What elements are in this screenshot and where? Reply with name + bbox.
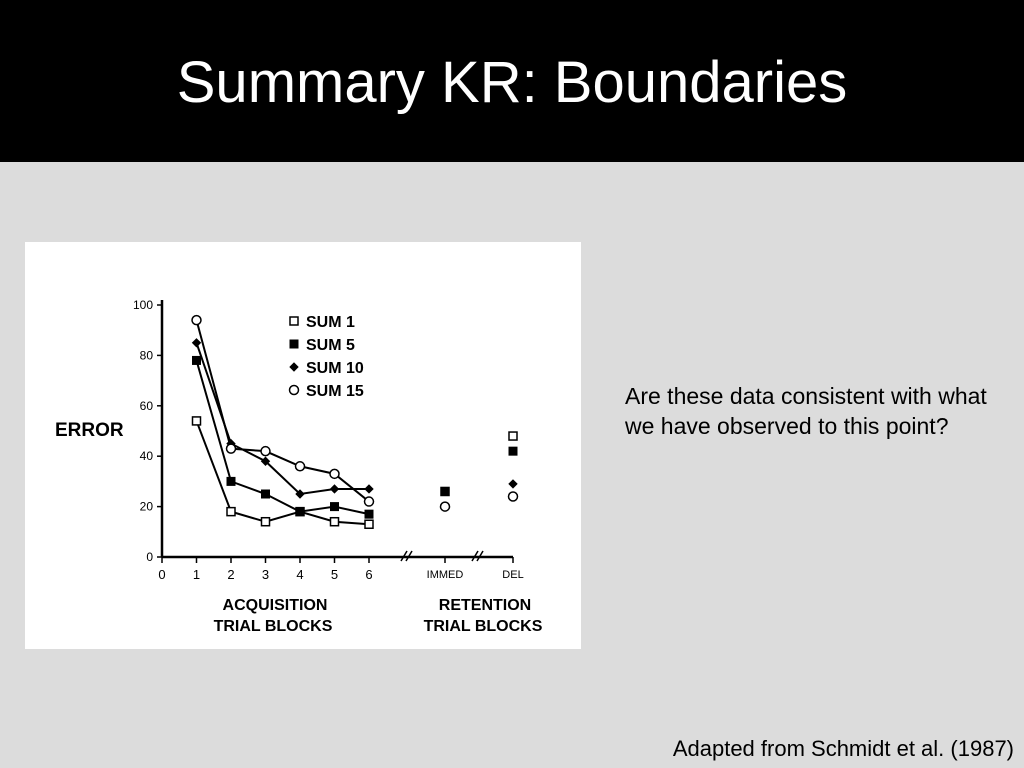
x-tick-label-retention: DEL xyxy=(502,569,524,581)
data-point-sum-10 xyxy=(193,339,201,347)
y-tick-label: 100 xyxy=(132,298,153,312)
chart-figure xyxy=(25,242,581,649)
chart-legend xyxy=(290,314,364,400)
data-point-sum-15 xyxy=(296,462,305,471)
legend-marker-sum-15 xyxy=(290,386,299,395)
legend-marker-sum-1 xyxy=(290,317,298,325)
x-axis-title-retention-line2: TRIAL BLOCKS xyxy=(423,618,543,635)
x-tick-label-retention: IMMED xyxy=(426,569,464,581)
data-point-sum-10 xyxy=(331,485,339,493)
y-tick-label: 80 xyxy=(139,348,153,363)
x-tick-label: 2 xyxy=(227,567,235,582)
x-tick-label: 5 xyxy=(330,567,339,582)
data-point-sum-5 xyxy=(331,503,339,511)
legend-label-sum-10: SUM 10 xyxy=(306,360,364,377)
data-point-sum-5 xyxy=(193,356,201,364)
x-tick-label: 3 xyxy=(261,567,270,582)
legend-label-sum-1: SUM 1 xyxy=(306,314,355,331)
y-axis-title: ERROR xyxy=(55,420,124,441)
y-tick-label: 20 xyxy=(139,499,153,514)
data-point-sum-15 xyxy=(192,316,201,325)
x-tick-label: 0 xyxy=(158,567,166,582)
x-tick-label: 1 xyxy=(192,567,201,582)
data-point-sum-15 xyxy=(227,444,236,453)
data-point-sum-5 xyxy=(365,510,373,518)
x-axis-title-acquisition-line1: ACQUISITION xyxy=(222,597,328,614)
retention-point-sum-5 xyxy=(441,487,449,495)
data-point-sum-1 xyxy=(227,508,235,516)
data-point-sum-15 xyxy=(365,497,374,506)
x-tick-label: 6 xyxy=(365,567,373,582)
legend-marker-sum-5 xyxy=(290,340,298,348)
question-text: Are these data consistent with what we have observed to this point? xyxy=(625,383,987,439)
retention-point-sum-5 xyxy=(509,447,517,455)
y-tick-label: 40 xyxy=(139,449,153,464)
x-tick-label: 4 xyxy=(296,567,304,582)
citation: Adapted from Schmidt et al. (1987) xyxy=(672,736,1014,761)
data-point-sum-5 xyxy=(262,490,270,498)
x-axis-title-retention-line1: RETENTION xyxy=(438,597,532,614)
chart-svg xyxy=(25,242,581,649)
y-tick-label: 0 xyxy=(146,550,153,564)
data-point-sum-15 xyxy=(261,447,270,456)
data-point-sum-1 xyxy=(331,518,339,526)
data-point-sum-10 xyxy=(365,485,373,493)
data-point-sum-1 xyxy=(365,520,373,528)
retention-point-sum-10 xyxy=(509,480,517,488)
legend-label-sum-5: SUM 5 xyxy=(306,337,355,354)
data-point-sum-1 xyxy=(193,417,201,425)
slide-title: Summary KR: Boundaries xyxy=(176,50,848,115)
legend-marker-sum-10 xyxy=(290,363,298,371)
retention-point-sum-1 xyxy=(509,432,517,440)
data-point-sum-15 xyxy=(330,469,339,478)
data-point-sum-5 xyxy=(296,508,304,516)
legend-label-sum-15: SUM 15 xyxy=(306,383,364,400)
retention-point-sum-15 xyxy=(509,492,518,501)
retention-point-sum-15 xyxy=(441,502,450,511)
x-axis-title-acquisition-line2: TRIAL BLOCKS xyxy=(213,618,333,635)
y-tick-label: 60 xyxy=(139,398,153,413)
data-point-sum-1 xyxy=(262,518,270,526)
data-point-sum-5 xyxy=(227,477,235,485)
